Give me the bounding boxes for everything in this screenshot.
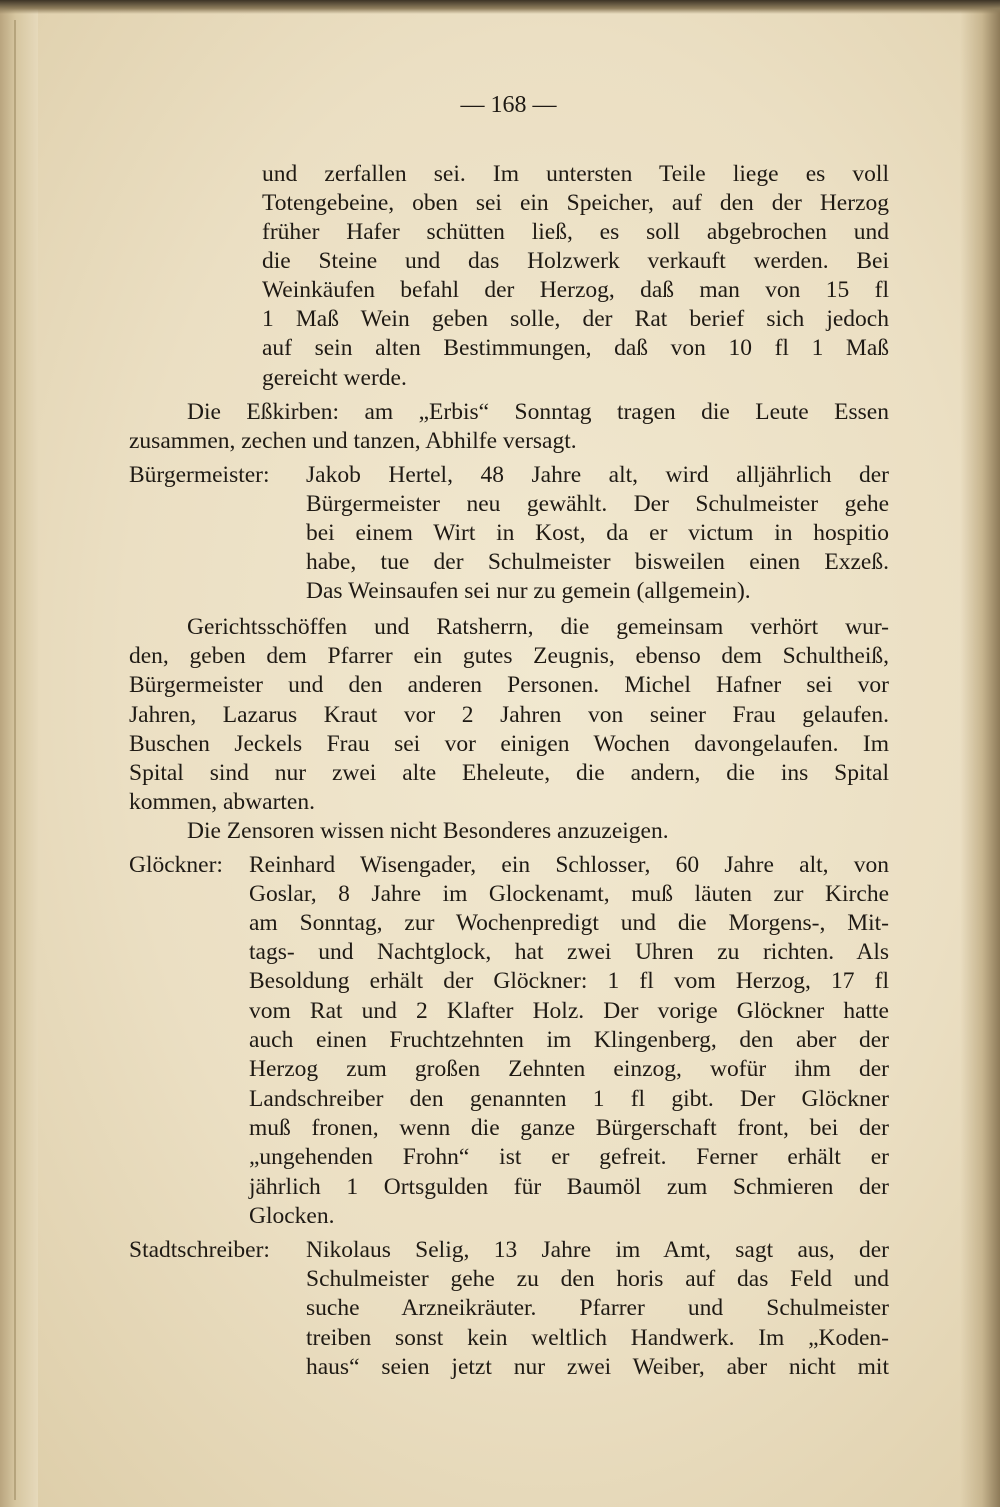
text-line: habe, tue der Schulmeister bisweilen einen Exzeß. bbox=[306, 549, 889, 575]
text-line: kommen, abwarten. bbox=[129, 789, 315, 815]
text-line: „ungehenden Frohn“ ist er gefreit. Ferner erhält er bbox=[249, 1144, 889, 1170]
entry-label: Bürgermeister: bbox=[129, 462, 270, 488]
text-line: Reinhard Wisengader, ein Schlosser, 60 Jahre alt, von bbox=[249, 852, 889, 878]
text-line: Glocken. bbox=[249, 1203, 335, 1229]
text-line: Spital sind nur zwei alte Eheleute, die andern, die ins Spital bbox=[129, 760, 889, 786]
text-line: vom Rat und 2 Klafter Holz. Der vorige Glöckner hatte bbox=[249, 998, 889, 1024]
text-line: gereicht werde. bbox=[262, 365, 407, 391]
text-line: haus“ seien jetzt nur zwei Weiber, aber nicht mit bbox=[306, 1354, 889, 1380]
text-line: bei einem Wirt in Kost, da er victum in hospitio bbox=[306, 520, 889, 546]
page-edge-left bbox=[0, 0, 38, 1507]
text-line: Schulmeister gehe zu den horis auf das Feld und bbox=[306, 1266, 889, 1292]
text-line: auch einen Fruchtzehnten im Klingenberg, den aber der bbox=[249, 1027, 889, 1053]
page-number: — 168 — bbox=[460, 92, 557, 118]
text-line: Nikolaus Selig, 13 Jahre im Amt, sagt aus, der bbox=[306, 1237, 889, 1263]
text-line: am Sonntag, zur Wochenpredigt und die Morgens-, Mit- bbox=[249, 910, 889, 936]
text-line: Bürgermeister neu gewählt. Der Schulmeister gehe bbox=[306, 491, 889, 517]
text-line: und zerfallen sei. Im untersten Teile liege es voll bbox=[262, 161, 889, 187]
text-line: Goslar, 8 Jahre im Glockenamt, muß läuten zur Kirche bbox=[249, 881, 889, 907]
text-line: suche Arzneikräuter. Pfarrer und Schulmeister bbox=[306, 1295, 889, 1321]
text-line: jährlich 1 Ortsgulden für Baumöl zum Schmieren der bbox=[249, 1174, 889, 1200]
text-line: zusammen, zechen und tanzen, Abhilfe versagt. bbox=[129, 428, 577, 454]
text-line: Gerichtsschöffen und Ratsherrn, die gemeinsam verhört wur- bbox=[187, 614, 889, 640]
text-line: tags- und Nachtglock, hat zwei Uhren zu richten. Als bbox=[249, 939, 889, 965]
text-line: 1 Maß Wein geben solle, der Rat berief sich jedoch bbox=[262, 306, 889, 332]
entry-label: Glöckner: bbox=[129, 852, 223, 878]
text-line: Die Eßkirben: am „Erbis“ Sonntag tragen die Leute Essen bbox=[187, 399, 889, 425]
text-line: Die Zensoren wissen nicht Besonderes anzuzeigen. bbox=[187, 818, 669, 844]
text-line: muß fronen, wenn die ganze Bürgerschaft front, bei der bbox=[249, 1115, 889, 1141]
text-line: Jahren, Lazarus Kraut vor 2 Jahren von seiner Frau gelaufen. bbox=[129, 702, 889, 728]
text-line: Herzog zum großen Zehnten einzog, wofür ihm der bbox=[249, 1056, 889, 1082]
text-line: Landschreiber den genannten 1 fl gibt. Der Glöckner bbox=[249, 1086, 889, 1112]
page-edge-right bbox=[960, 0, 1000, 1507]
page-edge-top bbox=[0, 0, 1000, 14]
text-line: Totengebeine, oben sei ein Speicher, auf den der Herzog bbox=[262, 190, 889, 216]
text-line: den, geben dem Pfarrer ein gutes Zeugnis, ebenso dem Schultheiß, bbox=[129, 643, 889, 669]
text-line: die Steine und das Holzwerk verkauft werden. Bei bbox=[262, 248, 889, 274]
text-line: auf sein alten Bestimmungen, daß von 10 fl 1 Maß bbox=[262, 335, 889, 361]
entry-label: Stadtschreiber: bbox=[129, 1237, 270, 1263]
text-line: Weinkäufen befahl der Herzog, daß man von 15 fl bbox=[262, 277, 889, 303]
text-line: Bürgermeister und den anderen Personen. Michel Hafner sei vor bbox=[129, 672, 889, 698]
text-line: Jakob Hertel, 48 Jahre alt, wird alljährlich der bbox=[306, 462, 889, 488]
text-line: Das Weinsaufen sei nur zu gemein (allgemein). bbox=[306, 578, 751, 604]
text-line: früher Hafer schütten ließ, es soll abgebrochen und bbox=[262, 219, 889, 245]
text-line: Besoldung erhält der Glöckner: 1 fl vom Herzog, 17 fl bbox=[249, 968, 889, 994]
text-line: treiben sonst kein weltlich Handwerk. Im „Koden- bbox=[306, 1325, 889, 1351]
text-line: Buschen Jeckels Frau sei vor einigen Wochen davongelaufen. Im bbox=[129, 731, 889, 757]
